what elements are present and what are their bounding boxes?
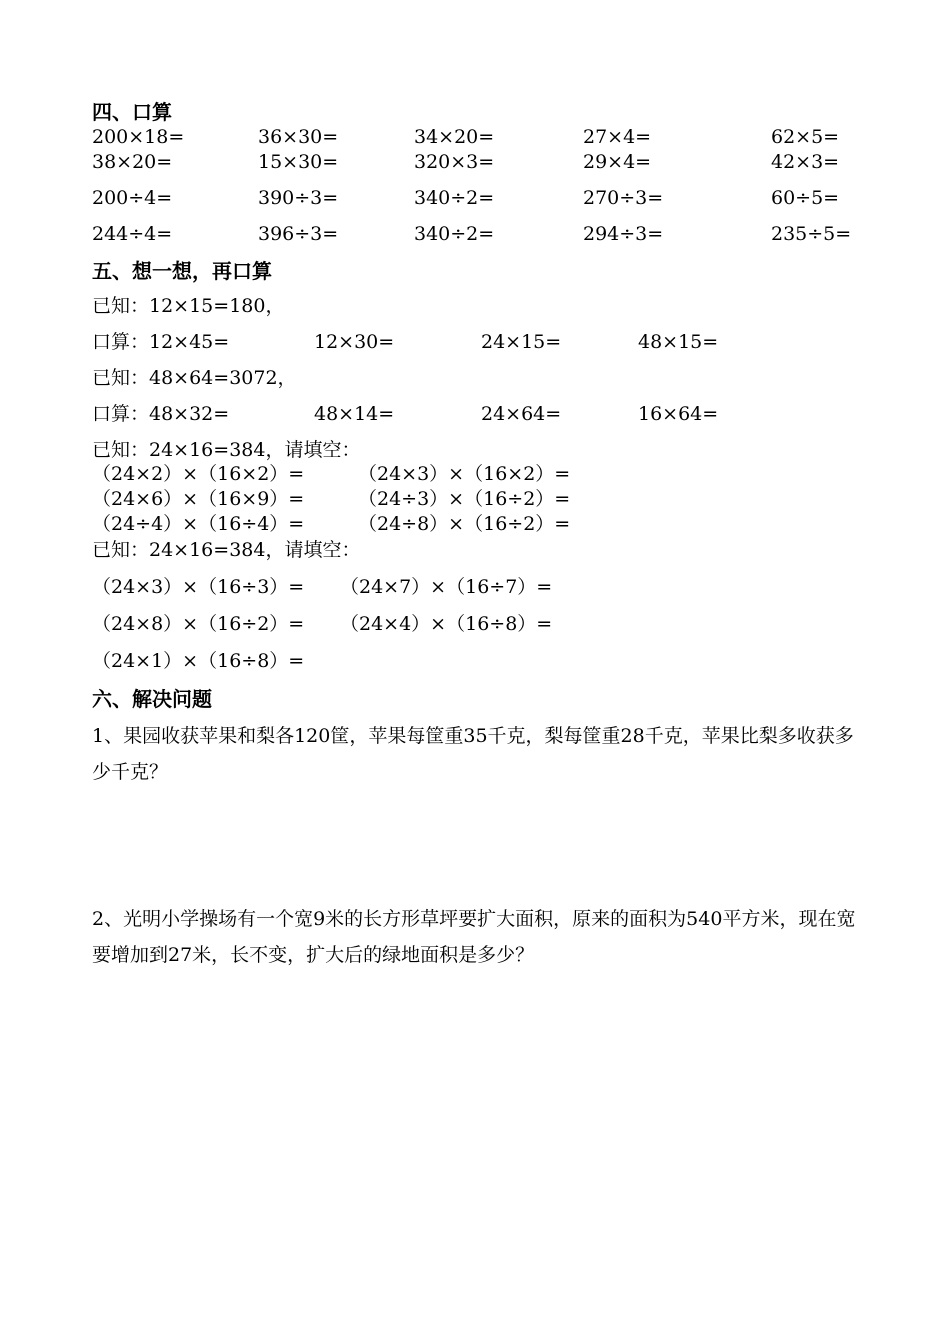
math-item: 270÷3= [583, 187, 664, 209]
fill-item: （24×2）×（16×2）= [92, 463, 305, 485]
known-fact: 已知：24×16=384，请填空： [92, 539, 361, 561]
math-item: 36×30= [258, 126, 339, 148]
calc-item: 48×14= [314, 403, 395, 425]
math-item: 294÷3= [583, 223, 664, 245]
math-row [0, 225, 950, 249]
fill-item: （24×1）×（16÷8）= [92, 650, 305, 672]
math-item: 340÷2= [414, 187, 495, 209]
fill-item: （24÷3）×（16÷2）= [358, 488, 571, 510]
fill-item: （24×4）×（16÷8）= [340, 613, 553, 635]
math-row [0, 153, 950, 177]
fill-item: （24×3）×（16×2）= [358, 463, 571, 485]
fill-row [0, 515, 950, 539]
calc-item: 12×30= [314, 331, 395, 353]
math-item: 396÷3= [258, 223, 339, 245]
math-row [0, 189, 950, 213]
math-item: 60÷5= [771, 187, 840, 209]
calc-row [0, 333, 950, 357]
fill-item: （24×8）×（16÷2）= [92, 613, 305, 635]
fill-row [0, 490, 950, 514]
calc-item: 口算：48×32= [92, 403, 230, 425]
section-4-title: 四、口算 [92, 100, 172, 124]
fill-row [0, 652, 950, 676]
calc-item: 48×15= [638, 331, 719, 353]
section-5-title: 五、想一想，再口算 [92, 259, 272, 283]
math-item: 200÷4= [92, 187, 173, 209]
fill-row [0, 578, 950, 602]
calc-item: 口算：12×45= [92, 331, 230, 353]
math-item: 244÷4= [92, 223, 173, 245]
math-item: 27×4= [583, 126, 652, 148]
known-fact: 已知：24×16=384，请填空： [92, 439, 361, 461]
fill-item: （24×3）×（16÷3）= [92, 576, 305, 598]
math-item: 42×3= [771, 151, 840, 173]
calc-item: 24×64= [481, 403, 562, 425]
known-fact: 已知：12×15=180， [92, 295, 285, 317]
calc-row [0, 405, 950, 429]
math-item: 62×5= [771, 126, 840, 148]
math-row [0, 128, 950, 152]
problem-1: 1、果园收获苹果和梨各120筐，苹果每筐重35千克，梨每筐重28千克，苹果比梨多收获多少千克？ [92, 725, 854, 783]
math-item: 34×20= [414, 126, 495, 148]
math-item: 29×4= [583, 151, 652, 173]
section-6-title: 六、解决问题 [92, 687, 212, 711]
known-fact: 已知：48×64=3072， [92, 367, 297, 389]
fill-item: （24÷8）×（16÷2）= [358, 513, 571, 535]
problem-2: 2、光明小学操场有一个宽9米的长方形草坪要扩大面积，原来的面积为540平方米，现在宽要增加到27米，长不变，扩大后的绿地面积是多少？ [92, 908, 856, 966]
fill-item: （24×6）×（16×9）= [92, 488, 305, 510]
math-item: 15×30= [258, 151, 339, 173]
math-item: 235÷5= [771, 223, 852, 245]
fill-item: （24×7）×（16÷7）= [340, 576, 553, 598]
fill-item: （24÷4）×（16÷4）= [92, 513, 305, 535]
math-item: 38×20= [92, 151, 173, 173]
math-item: 200×18= [92, 126, 185, 148]
math-item: 390÷3= [258, 187, 339, 209]
calc-item: 16×64= [638, 403, 719, 425]
math-item: 320×3= [414, 151, 495, 173]
calc-item: 24×15= [481, 331, 562, 353]
math-item: 340÷2= [414, 223, 495, 245]
fill-row [0, 615, 950, 639]
fill-row [0, 465, 950, 489]
